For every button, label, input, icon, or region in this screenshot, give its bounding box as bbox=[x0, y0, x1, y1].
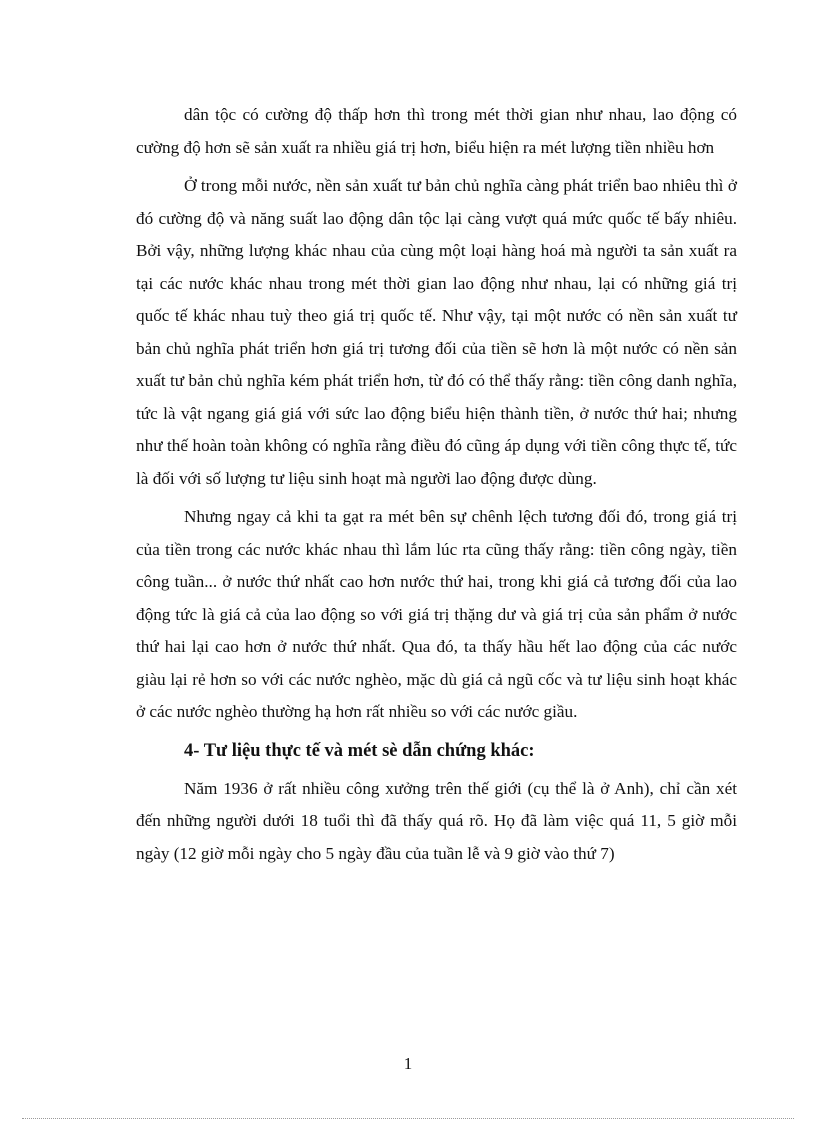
paragraph-4: Năm 1936 ở rất nhiều công xưởng trên thế giới (cụ thể là ở Anh), chỉ cần xét đến những người dưới 18 tuổi thì đã thấy quá rõ. Họ đã làm việc quá 11, 5 giờ mỗi ngày (12 giờ mỗi ngày cho 5 ngày đầu của tuần lễ và 9 giờ vào thứ 7) bbox=[136, 778, 737, 863]
section-heading: 4- Tư liệu thực tế và mét sè dẫn chứng khác: bbox=[184, 740, 535, 761]
page-body bbox=[136, 99, 737, 876]
paragraph-3: Nhưng ngay cả khi ta gạt ra mét bên sự chênh lệch tương đối đó, trong giá trị của tiền trong các nước khác nhau thì lắm lúc rta cũng thấy rằng: tiền công ngày, tiền công tuần... ở nước thứ nhất cao hơn nước thứ hai, trong khi giá cả tương đối của lao động tức là giá cả của lao động so với giá trị thặng dư và giá trị của sản phẩm ở nước thứ hai lại cao hơn ở nước thứ nhất. Qua đó, ta thấy hầu hết lao động của các nước giàu lại rẻ hơn so với các nước nghèo, mặc dù giá cả ngũ cốc và tư liệu sinh hoạt khác ở các nước nghèo thường hạ hơn rất nhiều so với các nước giầu. bbox=[136, 507, 737, 721]
page-boundary-divider bbox=[22, 1118, 794, 1119]
paragraph-2: Ở trong mỗi nước, nền sản xuất tư bản chủ nghĩa càng phát triển bao nhiêu thì ở đó cường độ và năng suất lao động dân tộc lại càng vượt quá mức quốc tế bấy nhiêu. Bởi vậy, những lượng khác nhau của cùng một loại hàng hoá mà người ta sản xuất ra tại các nước khác nhau trong mét thời gian lao động như nhau, lại có những giá trị quốc tế khác nhau tuỳ theo giá trị quốc tế. Như vậy, tại một nước có nền sản xuất tư bản chủ nghĩa phát triển hơn giá trị tương đối của tiền sẽ hơn là một nước có nền sản xuất tư bản chủ nghĩa kém phát triển hơn, từ đó có thể thấy rằng: tiền công danh nghĩa, tức là vật ngang giá giá với sức lao động biểu hiện thành tiền, ở nước thứ hai; nhưng như thế hoàn toàn không có nghĩa rằng điều đó cũng áp dụng với tiền công thực tế, tức là đối với số lượng tư liệu sinh hoạt mà người lao động được dùng. bbox=[136, 176, 737, 488]
page-number: 1 bbox=[403, 1054, 413, 1073]
paragraph-1: dân tộc có cường độ thấp hơn thì trong mét thời gian như nhau, lao động có cường độ hơn sẽ sản xuất ra nhiều giá trị hơn, biểu hiện ra mét lượng tiền nhiều hơn bbox=[136, 105, 737, 157]
